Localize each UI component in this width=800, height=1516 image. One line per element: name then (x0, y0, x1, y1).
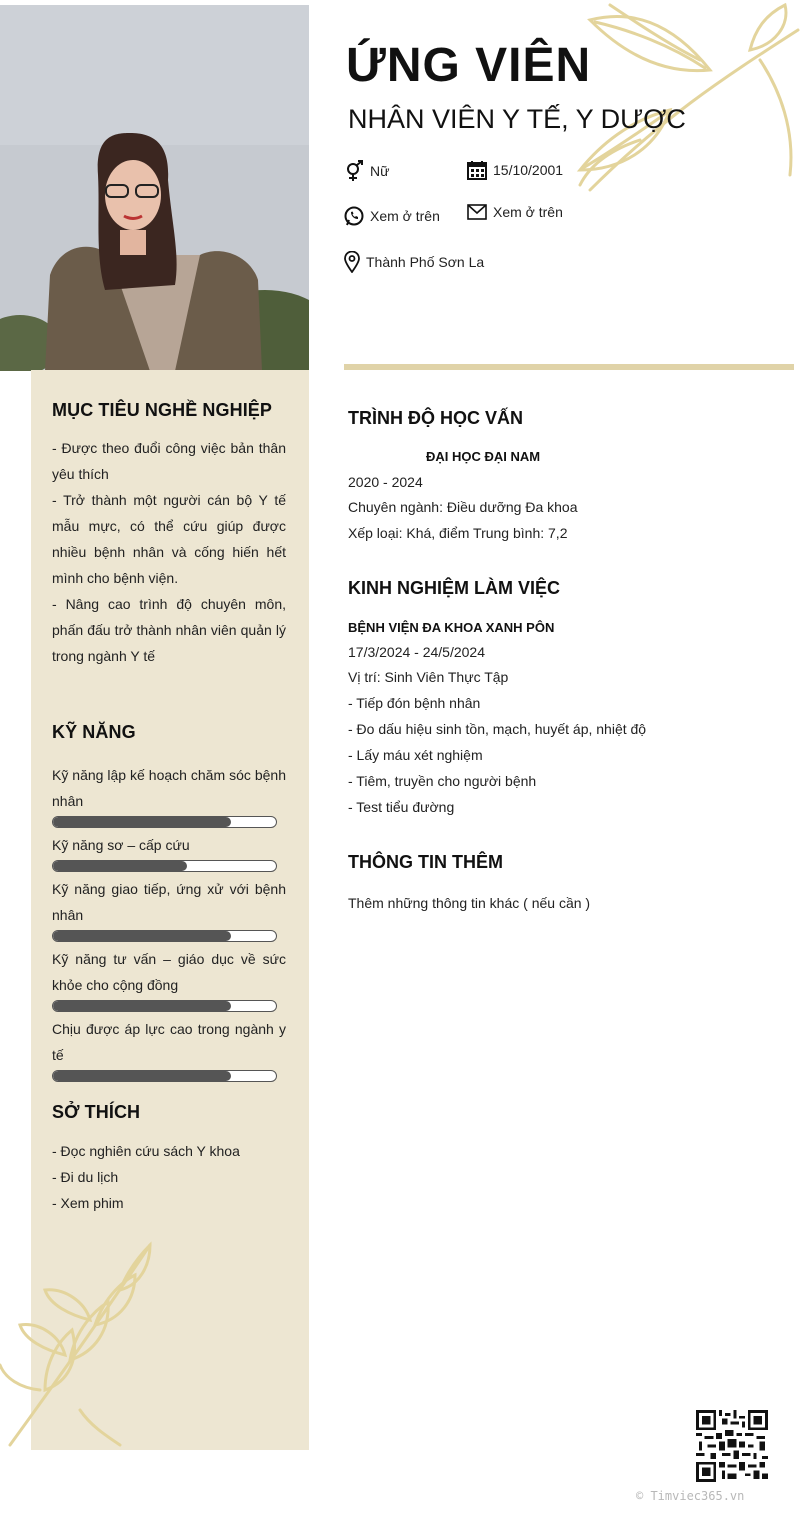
skill-bar (52, 1000, 277, 1012)
objective-item: - Nâng cao trình độ chuyên môn, phấn đấu trở thành nhân viên quản lý trong ngành Y tế (52, 596, 286, 664)
job-title: NHÂN VIÊN Y TẾ, Y DƯỢC (348, 104, 686, 134)
hobbies-list (52, 1138, 286, 1216)
copyright-text: © Timviec365.vn (636, 1489, 745, 1503)
phone-info (344, 206, 440, 226)
skill-label: Kỹ năng sơ – cấp cứu (52, 837, 190, 853)
hobby-item: - Đọc nghiên cứu sách Y khoa (52, 1143, 240, 1159)
leaf-decoration-bottom (0, 1240, 160, 1450)
gender-info (344, 160, 389, 182)
location-pin-icon (344, 251, 360, 273)
education-school: ĐẠI HỌC ĐẠI NAM (425, 449, 541, 464)
gender-value: Nữ (370, 163, 390, 179)
additional-title: THÔNG TIN THÊM (348, 852, 503, 872)
objective-list (52, 435, 286, 669)
phone-value: Xem ở trên (370, 208, 440, 224)
skill-bar-fill (53, 861, 187, 871)
objective-item: - Được theo đuổi công việc bản thân yêu thích (52, 440, 286, 482)
education-period: 2020 - 2024 (348, 474, 423, 490)
profile-photo (0, 5, 309, 371)
leaf-decoration-top (550, 0, 800, 200)
hobbies-title: SỞ THÍCH (52, 1102, 141, 1122)
skill-item (52, 832, 286, 872)
address-info (344, 251, 484, 273)
skill-label: Kỹ năng lập kế hoạch chăm sóc bệnh nhân (52, 767, 286, 809)
dob-value: 15/10/2001 (493, 162, 564, 178)
skill-bar-fill (53, 1071, 231, 1081)
qr-code (696, 1410, 768, 1482)
whatsapp-icon (344, 206, 364, 226)
header-divider (344, 364, 794, 370)
experience-period: 17/3/2024 - 24/5/2024 (348, 644, 486, 660)
skill-item (52, 1016, 286, 1082)
skills-title: KỸ NĂNG (52, 722, 136, 742)
skill-bar-fill (53, 817, 231, 827)
skills-list (52, 762, 286, 1086)
skill-item (52, 762, 286, 828)
experience-task: - Tiếp đón bệnh nhân (348, 695, 481, 711)
skill-label: Kỹ năng giao tiếp, ứng xử với bệnh nhân (52, 881, 286, 923)
candidate-name: ỨNG VIÊN (346, 39, 592, 92)
skill-label: Chịu được áp lực cao trong ngành y tế (52, 1021, 286, 1063)
skill-bar-fill (53, 1001, 231, 1011)
skill-bar (52, 860, 277, 872)
objective-item: - Trở thành một người cán bộ Y tế mẫu mực, có thể cứu giúp được nhiều bệnh nhân và cống hiến hết mình cho bệnh viện. (52, 492, 286, 586)
objective-section (52, 400, 286, 669)
email-value: Xem ở trên (493, 204, 563, 220)
skill-item (52, 946, 286, 1012)
additional-text: Thêm những thông tin khác ( nếu cần ) (348, 895, 591, 911)
skill-bar (52, 816, 277, 828)
experience-title: KINH NGHIỆM LÀM VIỆC (348, 578, 561, 598)
education-grade: Xếp loại: Khá, điểm Trung bình: 7,2 (348, 525, 568, 541)
experience-task: - Tiêm, truyền cho người bệnh (348, 773, 537, 789)
gender-icon (344, 160, 364, 182)
email-info (467, 204, 563, 220)
email-icon (467, 204, 487, 220)
hobby-item: - Đi du lịch (52, 1169, 119, 1185)
skill-label: Kỹ năng tư vấn – giáo dục về sức khỏe cho cộng đồng (52, 951, 286, 993)
experience-task: - Test tiểu đường (348, 799, 455, 815)
experience-role: Vị trí: Sinh Viên Thực Tập (348, 669, 509, 685)
calendar-icon (467, 160, 487, 180)
skill-bar (52, 930, 277, 942)
education-title: TRÌNH ĐỘ HỌC VẤN (348, 408, 523, 428)
skill-bar-fill (53, 931, 231, 941)
address-value: Thành Phố Sơn La (366, 254, 485, 270)
dob-info (467, 160, 563, 180)
skill-bar (52, 1070, 277, 1082)
experience-task: - Đo dấu hiệu sinh tồn, mạch, huyết áp, nhiệt độ (348, 721, 647, 737)
education-major: Chuyên ngành: Điều dưỡng Đa khoa (348, 499, 578, 515)
experience-company: BỆNH VIỆN ĐA KHOA XANH PÔN (348, 620, 555, 635)
objective-title: MỤC TIÊU NGHỀ NGHIỆP (52, 400, 273, 420)
skill-item (52, 876, 286, 942)
experience-task: - Lấy máu xét nghiệm (348, 747, 483, 763)
hobby-item: - Xem phim (52, 1195, 124, 1211)
